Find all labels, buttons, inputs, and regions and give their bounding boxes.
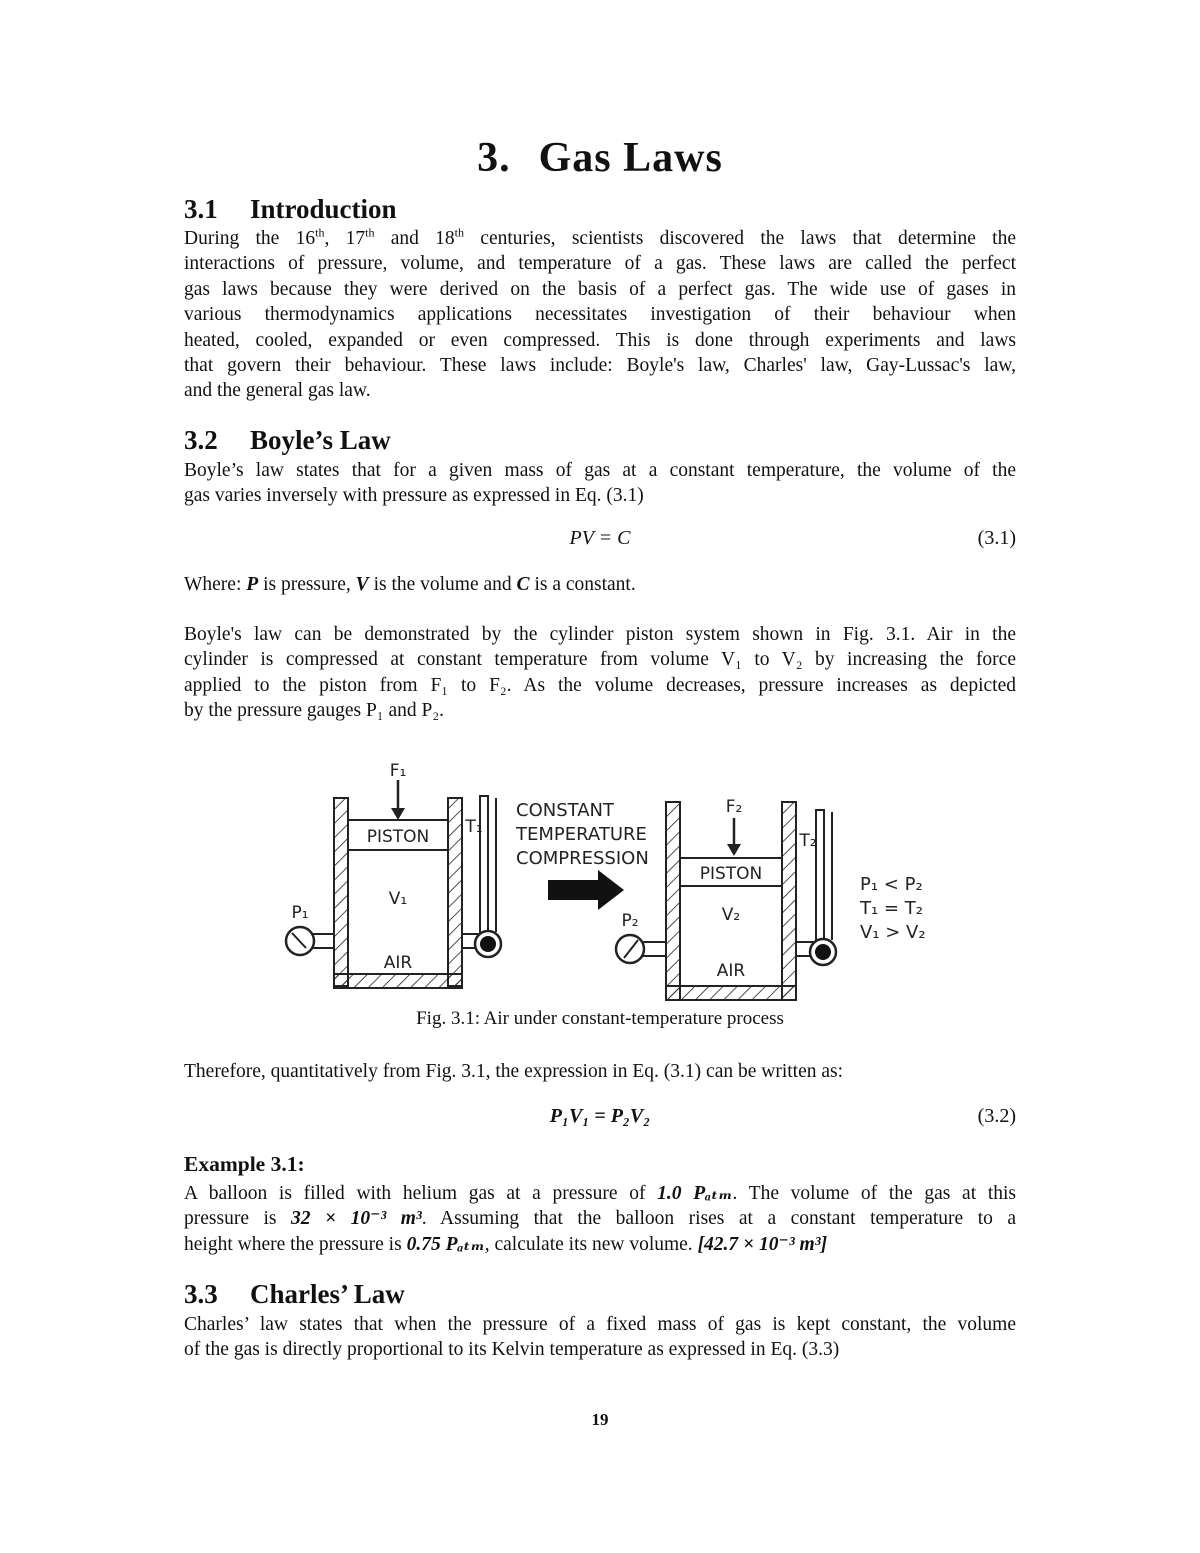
page-number: 19 <box>591 1410 609 1429</box>
paragraph-line: height where the pressure is 0.75 Pₐₜₘ, calculate its new volume. [42.7 × 10⁻³ m³] <box>184 1233 828 1255</box>
example-answer: [42.7 × 10⁻³ m³] <box>697 1233 828 1255</box>
right-air-label: AIR <box>716 961 746 981</box>
paragraph-line: pressure is 32 × 10⁻³ m³. Assuming that the balloon rises at a constant temperature to a <box>184 1208 1017 1230</box>
paragraph-line: gas laws because they were derived on the basis of a perfect gas. The wide use of gases in <box>184 278 1016 300</box>
right-force-label: F₂ <box>725 797 743 817</box>
intro-paragraph <box>184 226 1016 404</box>
equation-number: (3.2) <box>977 1105 1016 1127</box>
figure-caption: Fig. 3.1: Air under constant-temperature process <box>416 1008 784 1029</box>
chapter-title-text: Gas Laws <box>538 135 723 181</box>
equation-3-2 <box>184 1105 1016 1135</box>
boyle-statement <box>184 458 1016 509</box>
right-volume-label: V₂ <box>721 905 741 925</box>
paragraph-line: various thermodynamics applications necessitates investigation of their behaviour when <box>184 304 1016 326</box>
paragraph-line: applied to the piston from F₁ to F₂. As the volume decreases, pressure increases as depicted <box>184 674 1016 696</box>
paragraph-line: by the pressure gauges P₁ and P₂. <box>184 700 445 722</box>
relations <box>859 874 926 943</box>
paragraph-line: that govern their behaviour. These laws include: Boyle's law, Charles' law, Gay-Lussac's law, <box>184 355 1016 377</box>
paragraph-line: of the gas is directly proportional to its Kelvin temperature as expressed in Eq. (3.3) <box>184 1339 840 1361</box>
left-temperature-label: T₁ <box>465 817 483 837</box>
therefore-line: Therefore, quantitatively from Fig. 3.1, the expression in Eq. (3.1) can be written as: <box>184 1061 844 1082</box>
paragraph-line: gas varies inversely with pressure as expressed in Eq. (3.1) <box>184 485 644 507</box>
process-line: TEMPERATURE <box>516 824 647 845</box>
section-heading-introduction <box>184 194 397 225</box>
section-heading-charles <box>184 1279 405 1310</box>
equation-expression: PV = C <box>569 527 631 549</box>
right-force-arrow <box>727 844 741 856</box>
chapter-number: 3. <box>477 135 511 181</box>
section-number: 3.2 <box>184 425 218 455</box>
left-gauge-label: P₁ <box>291 903 309 923</box>
paragraph-line: During the 16th, 17th and 18th centuries, scientists discovered the laws that determine the <box>184 225 1017 249</box>
right-temperature-label: T₂ <box>799 831 817 851</box>
section-title: Charles’ Law <box>250 1279 405 1309</box>
paragraph-line: interactions of pressure, volume, and temperature of a gas. These laws are called the perfect <box>184 253 1016 275</box>
section-number: 3.3 <box>184 1279 218 1309</box>
left-force-arrow <box>391 808 405 820</box>
process-arrow <box>548 870 624 910</box>
left-cylinder <box>286 761 501 988</box>
process-line: CONSTANT <box>516 800 614 821</box>
paragraph-line: cylinder is compressed at constant temperature from volume V₁ to V₂ by increasing the force <box>184 649 1016 671</box>
figure-diagram <box>278 752 938 1012</box>
paragraph-line: and the general gas law. <box>184 380 371 402</box>
process-label <box>515 800 649 910</box>
left-force-label: F₁ <box>389 761 407 781</box>
paragraph-line: Boyle’s law states that for a given mass of gas at a constant temperature, the volume of the <box>184 460 1016 481</box>
boyle-demo-paragraph <box>184 622 1016 724</box>
paragraph-line: A balloon is filled with helium gas at a pressure of 1.0 Pₐₜₘ. The volume of the gas at this <box>184 1183 1017 1204</box>
relation-pressure: P₁ < P₂ <box>860 874 923 895</box>
figure-cylinder-piston <box>278 752 938 1012</box>
right-cylinder <box>616 797 836 1000</box>
relation-temperature: T₁ = T₂ <box>860 898 923 919</box>
process-line: COMPRESSION <box>516 848 649 869</box>
right-gauge-label: P₂ <box>621 911 639 931</box>
paragraph-line: Boyle's law can be demonstrated by the cylinder piston system shown in Fig. 3.1. Air in the <box>184 624 1016 645</box>
right-piston-label: PISTON <box>699 864 763 884</box>
charles-statement <box>184 1312 1016 1363</box>
section-heading-boyle <box>184 425 391 456</box>
relation-volume: V₁ > V₂ <box>860 922 926 943</box>
paragraph-line: heated, cooled, expanded or even compressed. This is done through experiments and laws <box>184 329 1016 351</box>
example-paragraph <box>184 1181 1016 1257</box>
example-heading: Example 3.1: <box>184 1152 305 1176</box>
section-title: Introduction <box>250 194 397 224</box>
left-piston-label: PISTON <box>366 827 430 847</box>
left-volume-label: V₁ <box>388 889 408 909</box>
equation-3-1 <box>184 527 1016 557</box>
equation-expression: P₁V₁ = P₂V₂ <box>549 1105 651 1127</box>
paragraph-line: Charles’ law states that when the pressure of a fixed mass of gas is kept constant, the volume <box>184 1314 1016 1335</box>
chapter-title <box>0 134 1200 182</box>
left-air-label: AIR <box>383 953 413 973</box>
section-number: 3.1 <box>184 194 218 224</box>
section-title: Boyle’s Law <box>250 425 391 455</box>
equation-number: (3.1) <box>977 527 1016 549</box>
where-line: Where: P is pressure, V is the volume and C is a constant. <box>184 574 636 595</box>
